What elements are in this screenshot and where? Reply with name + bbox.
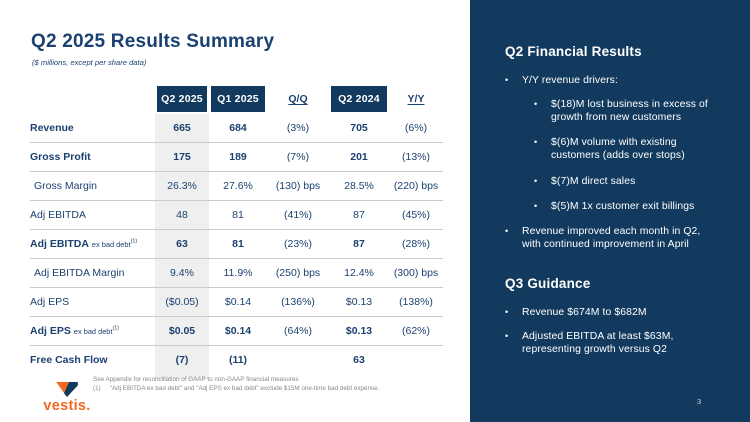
row-label-text: Revenue xyxy=(30,122,74,134)
bullet-text: $(5)M 1x customer exit billings xyxy=(551,200,695,212)
column-header-label: Q1 2025 xyxy=(211,86,265,112)
table-row-adj-ebitda-margin xyxy=(30,259,443,288)
bullet-marker: • xyxy=(505,306,509,317)
bullet-marker: • xyxy=(534,200,538,211)
row-label-text: Adj EBITDA xyxy=(30,238,89,250)
row-label xyxy=(30,325,155,337)
footnote-ref: (1) xyxy=(93,385,101,393)
row-label xyxy=(30,238,155,250)
bullet-text: $(7)M direct sales xyxy=(551,175,636,187)
cell-revenue-q1-2025: 684 xyxy=(229,122,247,134)
row-label xyxy=(30,209,155,221)
footnote-line-1: See Appendix for reconciliation of GAAP to non-GAAP financial measures xyxy=(93,376,299,383)
row-label xyxy=(30,151,155,163)
cell-adj-ebitda-margin-q-q: (250) bps xyxy=(275,267,321,279)
row-label xyxy=(30,296,155,308)
page-title: Q2 2025 Results Summary xyxy=(31,31,275,52)
column-header-label: Q2 2024 xyxy=(331,86,387,112)
column-header-label: Q2 2025 xyxy=(157,86,207,112)
cell-adj-ebitda-q2-2025: 48 xyxy=(155,201,209,229)
cell-adj-eps-q2-2025: ($0.05) xyxy=(155,288,209,316)
cell-gross-profit-q-q: (7%) xyxy=(286,151,310,163)
cell-adj-ebitda-q2-2024: 87 xyxy=(353,209,365,221)
cell-adj-ebitda-q-q: (23%) xyxy=(283,238,312,250)
bullet-item xyxy=(505,225,730,251)
footnote-line-2 xyxy=(93,384,423,393)
column-header-q1-2025 xyxy=(209,84,267,114)
cell-gross-profit-q2-2025: 175 xyxy=(155,143,209,171)
cell-free-cash-flow-q1-2025: (11) xyxy=(228,354,248,366)
row-label-text: Gross Margin xyxy=(34,180,98,192)
bullet-text: $(6)M volume with existing customers (adds over stops) xyxy=(551,137,685,162)
bullet-item xyxy=(505,330,730,356)
column-header-y-y xyxy=(389,84,443,114)
cell-gross-margin-y-y: (220) bps xyxy=(393,180,439,192)
table-row-revenue xyxy=(30,114,443,143)
results-table xyxy=(30,84,443,379)
cell-adj-ebitda-q1-2025: 81 xyxy=(232,209,244,221)
column-header-q2-2025 xyxy=(155,84,209,114)
column-header-label: Y/Y xyxy=(407,93,425,105)
row-label-text: Adj EPS xyxy=(30,296,70,308)
cell-adj-eps-y-y: (62%) xyxy=(401,325,430,337)
page-number: 3 xyxy=(697,397,702,406)
cell-adj-ebitda-q1-2025: 81 xyxy=(232,238,244,250)
row-label xyxy=(30,267,155,279)
bullet-item xyxy=(534,175,730,188)
bullet-text: Adjusted EBITDA at least $63M, representing growth versus Q2 xyxy=(522,331,674,356)
bullet-item xyxy=(534,136,730,162)
table-row-adj-ebitda-ex-bad-debt xyxy=(30,230,443,259)
table-row-free-cash-flow xyxy=(30,346,443,374)
footnote-marker: (1) xyxy=(130,238,138,245)
section-heading-q2-financial-results: Q2 Financial Results xyxy=(505,44,642,59)
cell-free-cash-flow-q2-2025: (7) xyxy=(155,346,209,374)
cell-gross-profit-q2-2024: 201 xyxy=(350,151,368,163)
bullet-text: Y/Y revenue drivers: xyxy=(522,75,618,86)
footnotes xyxy=(93,375,423,393)
cell-revenue-q-q: (3%) xyxy=(286,122,310,134)
cell-adj-ebitda-margin-q2-2025: 9.4% xyxy=(155,259,209,287)
bullet-item xyxy=(505,306,730,319)
footnote-text: "Adj EBITDA ex bad debt" and "Adj EPS ex bad debt" exclude $15M one-time bad debt expense. xyxy=(109,385,380,393)
row-label-text: Adj EBITDA Margin xyxy=(34,267,125,279)
cell-gross-margin-q2-2025: 26.3% xyxy=(155,172,209,200)
cell-adj-eps-q2-2024: $0.13 xyxy=(345,296,373,308)
cell-adj-ebitda-margin-y-y: (300) bps xyxy=(393,267,439,279)
bullet-text: Revenue improved each month in Q2, with continued improvement in April xyxy=(522,225,701,250)
bullet-text: $(18)M lost business in excess of growth from new customers xyxy=(551,99,708,124)
bullet-item xyxy=(534,98,730,124)
cell-gross-margin-q-q: (130) bps xyxy=(275,180,321,192)
page-subtitle: ($ millions, except per share data) xyxy=(32,58,147,67)
table-row-adj-ebitda xyxy=(30,201,443,230)
table-row-gross-profit xyxy=(30,143,443,172)
bullet-marker: • xyxy=(534,175,538,186)
bullet-item xyxy=(534,200,730,213)
bullet-item xyxy=(505,74,730,87)
cell-free-cash-flow-y-y xyxy=(389,346,443,374)
cell-adj-ebitda-y-y: (28%) xyxy=(401,238,430,250)
vestis-logo xyxy=(36,382,98,415)
table-row-adj-eps xyxy=(30,288,443,317)
bullet-marker: • xyxy=(505,331,509,342)
cell-adj-ebitda-q2-2025: 63 xyxy=(155,230,209,258)
bullet-marker: • xyxy=(534,99,538,110)
row-label-suffix: ex bad debt xyxy=(91,240,131,249)
cell-revenue-q2-2024: 705 xyxy=(350,122,368,134)
cell-gross-profit-y-y: (13%) xyxy=(401,151,430,163)
cell-adj-eps-q2-2024: $0.13 xyxy=(345,325,373,337)
vestis-logo-icon xyxy=(55,382,79,397)
vestis-logo-text: vestis. xyxy=(43,398,91,414)
column-header-q2-2024 xyxy=(329,84,389,114)
cell-adj-eps-y-y: (138%) xyxy=(399,296,433,308)
bullet-text: Revenue $674M to $682M xyxy=(522,306,647,318)
cell-gross-profit-q1-2025: 189 xyxy=(229,151,247,163)
table-row-adj-eps-ex-bad-debt xyxy=(30,317,443,346)
bullet-marker: • xyxy=(505,75,509,85)
cell-revenue-q2-2025: 665 xyxy=(155,114,209,142)
cell-free-cash-flow-q2-2024: 63 xyxy=(353,354,365,366)
cell-adj-ebitda-y-y: (45%) xyxy=(401,209,430,221)
row-label-text: Adj EBITDA xyxy=(30,209,87,221)
row-label xyxy=(30,180,155,192)
column-header-label: Q/Q xyxy=(288,93,308,105)
footnote-marker: (1) xyxy=(112,325,120,332)
row-label-text: Adj EPS xyxy=(30,325,71,337)
row-label-text: Free Cash Flow xyxy=(30,354,108,366)
row-label xyxy=(30,122,155,134)
cell-adj-ebitda-q2-2024: 87 xyxy=(353,238,365,250)
table-row-gross-margin xyxy=(30,172,443,201)
cell-revenue-y-y: (6%) xyxy=(404,122,428,134)
cell-adj-eps-q2-2025: $0.05 xyxy=(155,317,209,345)
bullet-marker: • xyxy=(534,137,538,148)
bullet-marker: • xyxy=(505,225,509,236)
cell-adj-ebitda-margin-q1-2025: 11.9% xyxy=(223,267,253,279)
cell-adj-ebitda-margin-q2-2024: 12.4% xyxy=(344,267,374,279)
row-label-suffix: ex bad debt xyxy=(73,327,113,336)
table-header-row xyxy=(30,84,443,114)
cell-adj-eps-q1-2025: $0.14 xyxy=(224,296,252,308)
cell-adj-ebitda-q-q: (41%) xyxy=(283,209,312,221)
section-heading-q3-guidance: Q3 Guidance xyxy=(505,275,591,291)
row-label-text: Gross Profit xyxy=(30,151,91,163)
cell-free-cash-flow-q-q xyxy=(267,346,329,374)
column-header-q-q xyxy=(267,84,329,114)
cell-adj-eps-q-q: (64%) xyxy=(283,325,312,337)
cell-gross-margin-q1-2025: 27.6% xyxy=(223,180,253,192)
row-label xyxy=(30,354,155,366)
highlights-panel xyxy=(470,0,750,422)
cell-adj-eps-q-q: (136%) xyxy=(281,296,315,308)
cell-adj-eps-q1-2025: $0.14 xyxy=(224,325,252,337)
cell-gross-margin-q2-2024: 28.5% xyxy=(344,180,374,192)
